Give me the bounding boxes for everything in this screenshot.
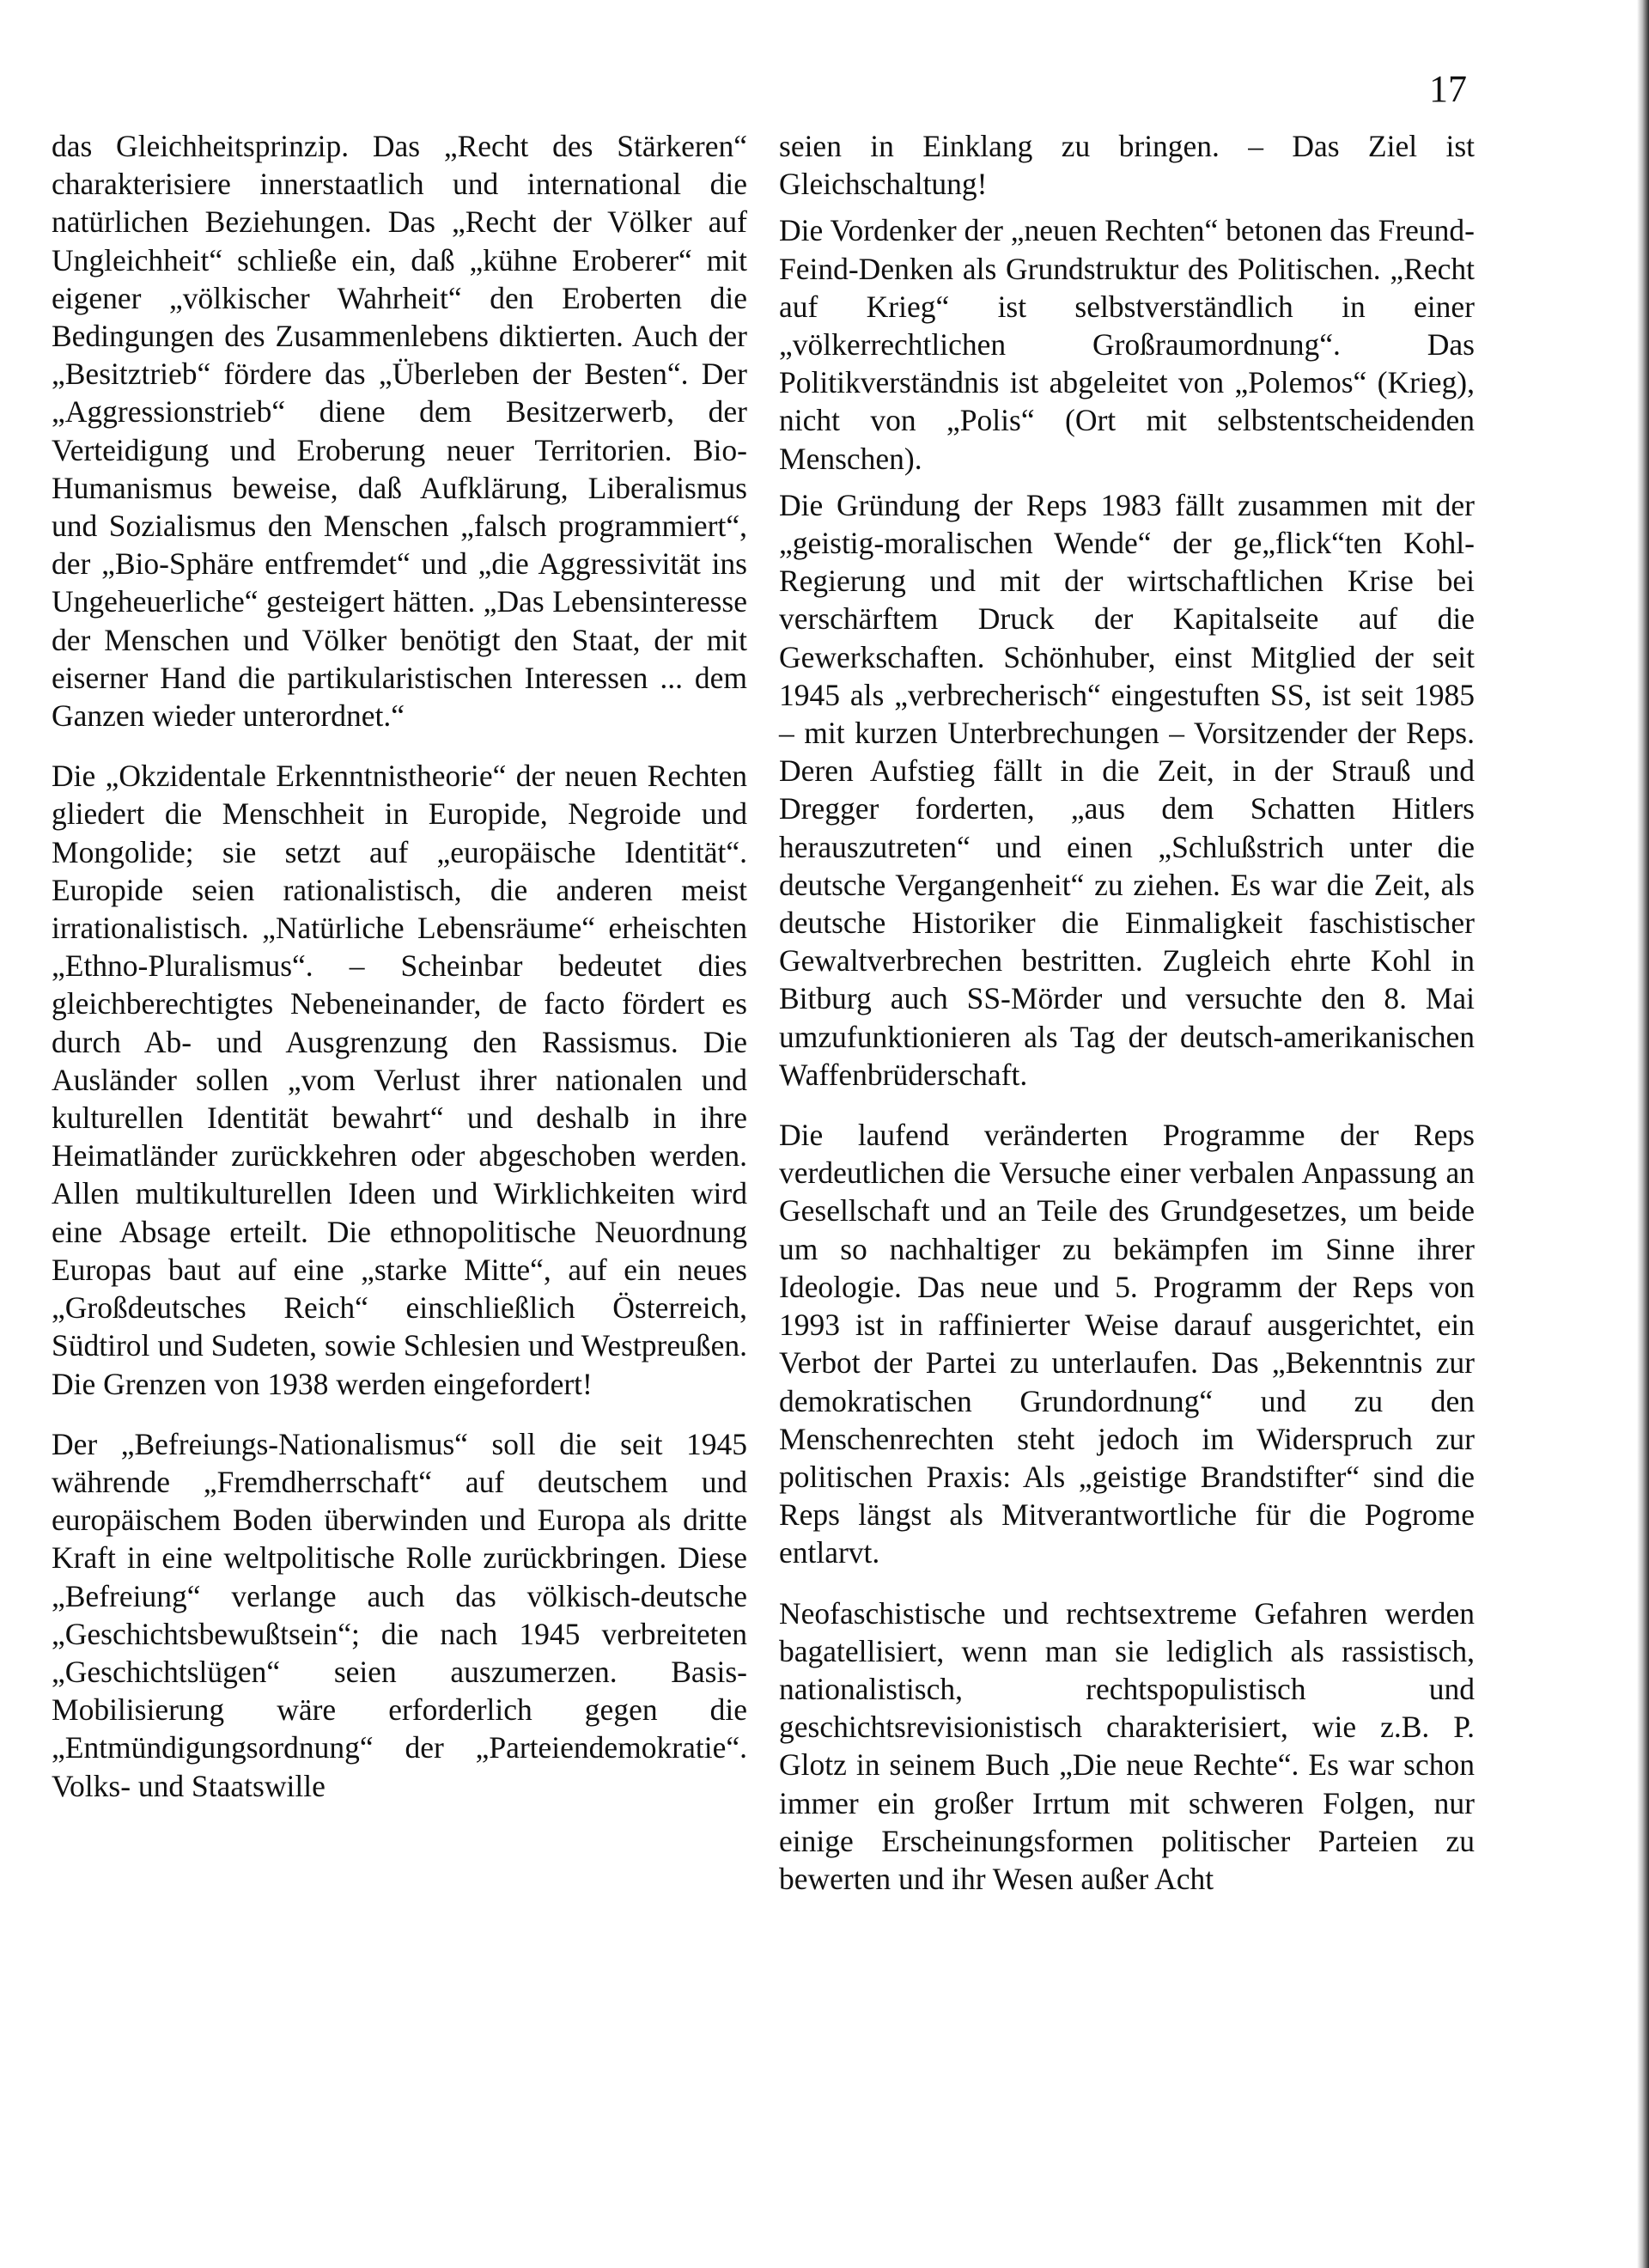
paragraph-right-3: Die Gründung der Reps 1983 fällt zusammen mit der „geistig-moralischen Wende“ der ge„flick“ten Kohl-Regierung und mit der wirtschaftlichen Krise bei verschärftem Druck der Kapitalseite auf die Gewerkschaften. Schönhuber, einst Mitglied der seit 1945 als „verbrecherisch“ eingestuften SS, ist seit 1985 – mit kurzen Unterbrechungen – Vorsitzender der Reps. Deren Aufstieg fällt in die Zeit, in der Strauß und Dregger forderten, „aus dem Schatten Hitlers herauszutreten“ und einen „Schlußstrich unter die deutsche Vergangenheit“ zu ziehen. Es war die Zeit, als deutsche Historiker die Einmaligkeit faschistischer Gewaltverbrechen bestritten. Zugleich ehrte Kohl in Bitburg auch SS-Mörder und versuchte den 8. Mai umzufunktionieren als Tag der deutsch-amerikanischen Waffenbrüderschaft. — [779, 487, 1475, 1092]
paragraph-right-4: Die laufend veränderten Programme der Reps verdeutlichen die Versuche einer verbalen Anpassung an Gesellschaft und an Teile des Grundgesetzes, um beide um so nachhaltiger zu bekämpfen im Sinne ihrer Ideologie. Das neue und 5. Programm der Reps von 1993 ist in raffinierter Weise darauf ausgerichtet, ein Verbot der Partei zu unterlaufen. Das „Bekenntnis zur demokratischen Grundordnung“ und zu den Menschenrechten steht jedoch im Widerspruch zur politischen Praxis: Als „geistige Brandstifter“ sind die Reps längst als Mitverantwortliche für die Pogrome entlarvt. — [779, 1118, 1475, 1570]
page-number: 17 — [1429, 68, 1467, 110]
right-column — [779, 127, 1475, 1906]
paragraph-right-2: Die Vordenker der „neuen Rechten“ betonen das Freund-Feind-Denken als Grundstruktur des Politischen. „Recht auf Krieg“ ist selbstverständlich in einer „völkerrechtlichen Großraumordnung“. Das Politikverständnis ist abgeleitet von „Polemos“ (Krieg), nicht von „Polis“ (Ort mit selbstentscheidenden Menschen). — [779, 213, 1475, 476]
paragraph-left-1: das Gleichheitsprinzip. Das „Recht des Stärkeren“ charakterisiere innerstaatlich und international die natürlichen Beziehungen. Das „Recht der Völker auf Ungleichheit“ schließe ein, daß „kühne Eroberer“ mit eigener „völkischer Wahrheit“ den Eroberten die Bedingungen des Zusammenlebens diktierten. Auch der „Besitztrieb“ fördere das „Überleben der Besten“. Der „Aggressionstrieb“ diene dem Besitzerwerb, der Verteidigung und Eroberung neuer Territorien. Bio-Humanismus beweise, daß Aufklärung, Liberalismus und Sozialismus den Menschen „falsch programmiert“, der „Bio-Sphäre entfremdet“ und „die Aggressivität ins Ungeheuerliche“ gesteigert hätten. „Das Lebensinteresse der Menschen und Völker benötigt den Staat, der mit eiserner Hand die partikularistischen Interessen ... dem Ganzen wieder unterordnet.“ — [52, 129, 747, 734]
paragraph-left-2: Die „Okzidentale Erkenntnistheorie“ der neuen Rechten gliedert die Menschheit in Europide, Negroide und Mongolide; sie setzt auf „europäische Identität“. Europide seien rationalistisch, die anderen meist irrationalistisch. „Natürliche Lebensräume“ erheischten „Ethno-Pluralismus“. – Scheinbar bedeutet dies gleichberechtigtes Nebeneinander, de facto fördert es durch Ab- und Ausgrenzung den Rassismus. Die Ausländer sollen „vom Verlust ihrer nationalen und kulturellen Identität bewahrt“ und deshalb in ihre Heimatländer zurückkehren oder abgeschoben werden. Allen multikulturellen Ideen und Wirklichkeiten wird eine Absage erteilt. Die ethnopolitische Neuordnung Europas baut auf eine „starke Mitte“, auf ein neues „Großdeutsches Reich“ einschließlich Österreich, Südtirol und Sudeten, sowie Schlesien und Westpreußen. Die Grenzen von 1938 werden eingefordert! — [52, 759, 747, 1401]
paragraph-left-3: Der „Befreiungs-Nationalismus“ soll die seit 1945 währende „Fremdherrschaft“ auf deutschem und europäischem Boden überwinden und Europa als dritte Kraft in eine weltpolitische Rolle zurückbringen. Diese „Befreiung“ verlange auch das völkisch-deutsche „Geschichtsbewußtsein“; die nach 1945 verbreiteten „Geschichtslügen“ seien auszumerzen. Basis-Mobilisierung wäre erforderlich gegen die „Entmündigungsordnung“ der „Parteiendemokratie“. Volks- und Staatswille — [52, 1426, 747, 1803]
paragraph-right-5: Neofaschistische und rechtsextreme Gefahren werden bagatellisiert, wenn man sie lediglich als rassistisch, nationalistisch, rechtspopulistisch und geschichtsrevisionistisch charakterisiert, wie z.B. P. Glotz in seinem Buch „Die neue Rechte“. Es war schon immer ein großer Irrtum mit schweren Folgen, nur einige Erscheinungsformen politischer Parteien zu bewerten und ihr Wesen außer Acht — [779, 1595, 1475, 1896]
scan-edge — [1637, 0, 1649, 2268]
paragraph-right-1: seien in Einklang zu bringen. – Das Ziel ist Gleichschaltung! — [779, 129, 1475, 202]
left-column — [52, 127, 747, 1814]
